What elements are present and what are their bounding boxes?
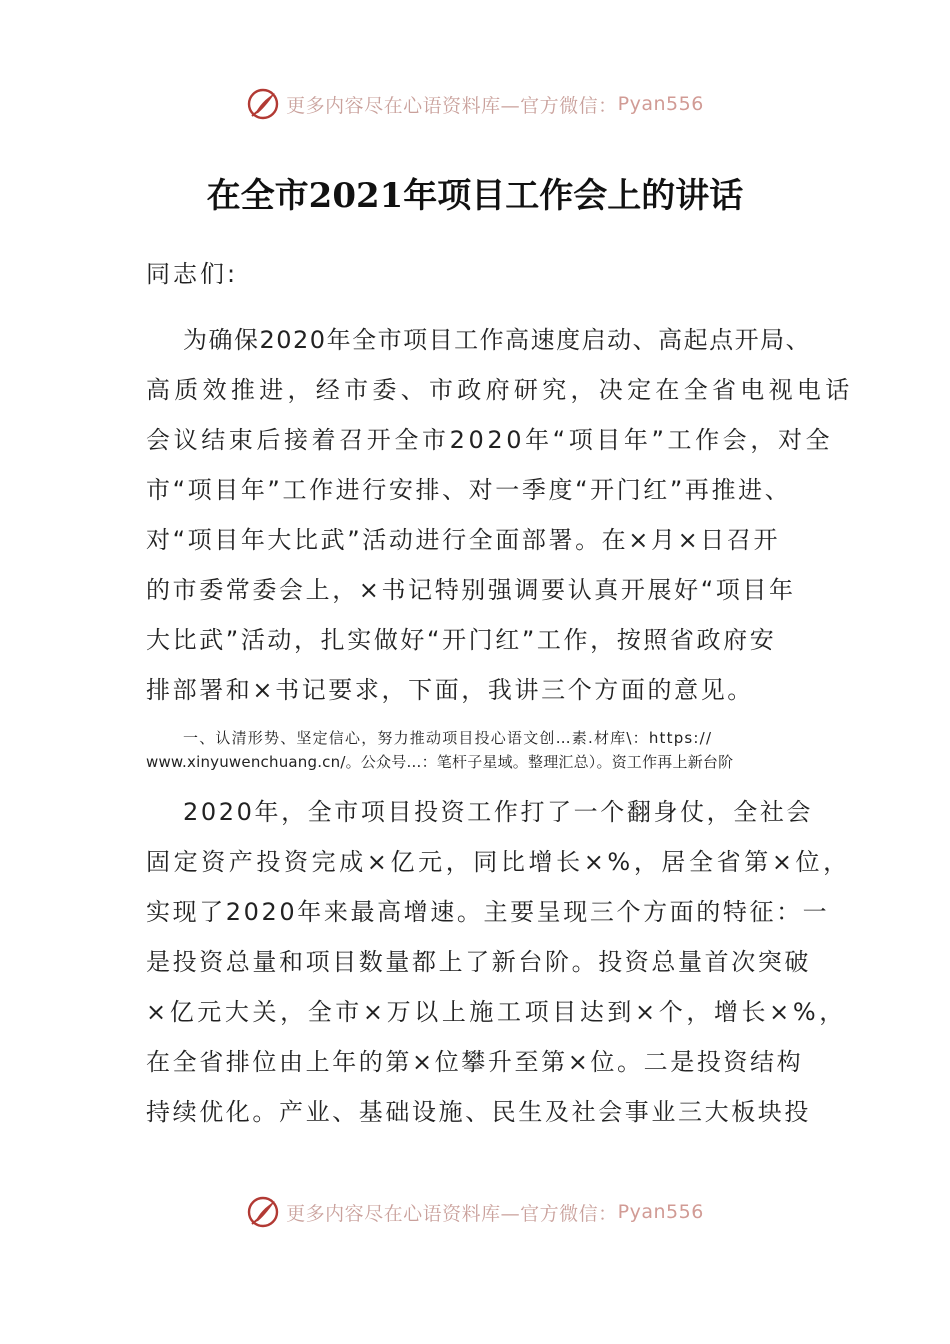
paragraph-line: 对“项目年大比武”活动进行全面部署。在×月×日召开 <box>146 526 781 554</box>
paragraph-line: 大比武”活动，扎实做好“开门红”工作，按照省政府安 <box>146 626 777 654</box>
section-heading-line: 一、认清形势、坚定信心，努力推动项目投心语文创…素.材库\：https:// <box>183 729 713 747</box>
salutation: 同志们: <box>146 260 239 288</box>
document-title: 在全市2021年项目工作会上的讲话 <box>206 176 744 216</box>
paragraph-line: 在全省排位由上年的第×位攀升至第×位。二是投资结构 <box>146 1048 804 1076</box>
watermark-text: 更多内容尽在心语资料库—官方微信： <box>286 1202 618 1225</box>
paragraph-line: 排部署和×书记要求，下面，我讲三个方面的意见。 <box>146 676 754 704</box>
paragraph-line: 的市委常委会上，×书记特别强调要认真开展好“项目年 <box>146 576 796 604</box>
footer-watermark <box>0 1192 950 1232</box>
quill-logo-icon <box>246 1195 280 1229</box>
watermark-text: 更多内容尽在心语资料库—官方微信： <box>286 94 618 117</box>
header-watermark <box>0 84 950 124</box>
quill-logo-icon <box>246 87 280 121</box>
paragraph-line: 实现了2020年来最高增速。主要呈现三个方面的特征：一 <box>146 898 830 926</box>
paragraph-line: 2020年，全市项目投资工作打了一个翻身仗，全社会 <box>183 798 814 826</box>
paragraph-line: ×亿元大关，全市×万以上施工项目达到×个，增长×%， <box>146 998 847 1026</box>
paragraph-line: 为确保2020年全市项目工作高速度启动、高起点开局、 <box>183 326 812 354</box>
watermark-wechat-id: Pyan556 <box>617 93 704 115</box>
paragraph-line: 市“项目年”工作进行安排、对一季度“开门红”再推进、 <box>146 476 792 504</box>
watermark-wechat-id: Pyan556 <box>617 1201 704 1223</box>
paragraph-line: 持续优化。产业、基础设施、民生及社会事业三大板块投 <box>146 1098 811 1126</box>
paragraph-line: 会议结束后接着召开全市2020年“项目年”工作会，对全 <box>146 426 834 454</box>
paragraph-line: 固定资产投资完成×亿元，同比增长×%，居全省第×位， <box>146 848 851 876</box>
section-heading-line: www.xinyuwenchuang.cn/。公众号…：笔杆子星域。整理汇总）。资工作再上新台阶 <box>146 753 734 771</box>
paragraph-line: 高质效推进，经市委、市政府研究，决定在全省电视电话 <box>146 376 854 404</box>
paragraph-line: 是投资总量和项目数量都上了新台阶。投资总量首次突破 <box>146 948 811 976</box>
